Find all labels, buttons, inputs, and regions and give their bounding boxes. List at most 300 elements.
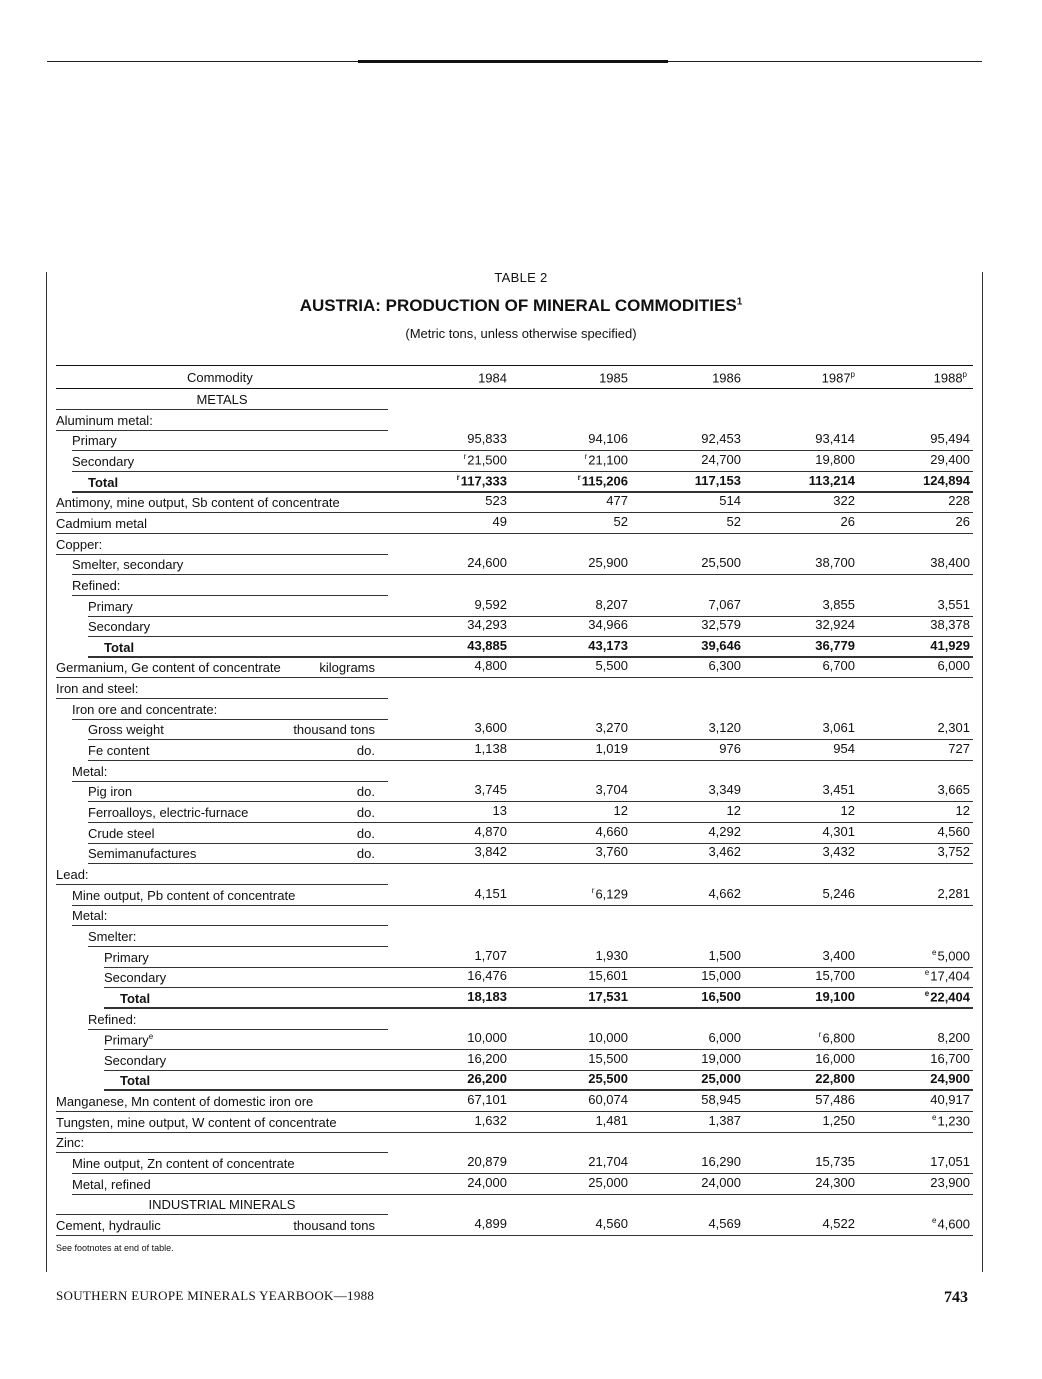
table-row	[0, 596, 1042, 617]
value-text: 25,900	[588, 555, 628, 571]
row-label	[120, 991, 150, 1006]
value-text: 954	[833, 741, 855, 757]
value-footnote-mark: r	[456, 472, 460, 482]
value-text: 4,569	[708, 1216, 741, 1231]
value-text: 3,061	[822, 720, 855, 736]
value-text: 26	[955, 513, 970, 529]
value-text: 38,378	[930, 617, 970, 633]
row-label	[56, 660, 281, 675]
value-cell	[518, 1051, 628, 1066]
value-cell	[745, 452, 855, 467]
row-label	[56, 1135, 84, 1150]
value-cell	[631, 1113, 741, 1128]
value-text: 6,129	[595, 885, 628, 901]
row-label-text: Smelter:	[88, 928, 137, 944]
value-text: 52	[613, 513, 628, 529]
value-cell	[745, 638, 855, 653]
row-unit: do.	[356, 805, 375, 820]
row-label-text: Secondary	[72, 453, 135, 469]
row-label-text: Refined:	[88, 1011, 137, 1027]
value-text: 26	[840, 513, 855, 529]
row-label-text: Cement, hydraulic	[56, 1218, 161, 1233]
value-cell	[631, 452, 741, 467]
value-footnote-mark: r	[463, 451, 467, 461]
row-label	[104, 1053, 166, 1068]
value-cell	[397, 617, 507, 632]
value-cell	[397, 948, 507, 963]
value-cell	[745, 803, 855, 818]
value-cell	[860, 597, 970, 612]
value-cell	[397, 493, 507, 508]
value-cell	[397, 782, 507, 797]
row-label-text: Secondary	[104, 1052, 167, 1068]
value-text: 32,579	[701, 617, 741, 633]
table-row	[0, 802, 1042, 823]
row-label-footnote-mark: e	[148, 1032, 154, 1042]
table-row	[0, 492, 1042, 513]
value-text: 4,870	[474, 823, 507, 839]
value-text: 16,290	[701, 1154, 741, 1170]
value-text: 22,404	[930, 989, 970, 1005]
table-row	[0, 1174, 1042, 1195]
row-label	[88, 826, 154, 841]
value-text: 2,301	[937, 720, 970, 736]
row-label-text: Aluminum metal:	[56, 412, 153, 428]
row-label	[72, 433, 117, 448]
row-label	[72, 578, 120, 593]
value-cell	[631, 514, 741, 529]
row-unit: do.	[356, 743, 375, 759]
row-label-text: Mine output, Zn content of concentrate	[72, 1156, 295, 1172]
header-year-label: 1986	[712, 370, 741, 386]
value-text: 3,745	[474, 782, 507, 798]
value-cell	[397, 638, 507, 653]
value-cell	[397, 1071, 507, 1086]
value-cell	[860, 824, 970, 839]
value-cell	[860, 617, 970, 632]
value-cell	[518, 1092, 628, 1107]
value-cell	[397, 741, 507, 756]
section-heading	[56, 392, 388, 407]
value-text: 4,560	[937, 823, 970, 839]
value-cell	[745, 824, 855, 839]
value-text: 36,779	[815, 637, 855, 653]
row-label-text: Total	[120, 1073, 151, 1089]
table-row	[0, 1009, 1042, 1030]
header-commodity: Commodity	[187, 370, 253, 385]
row-label-text: METALS	[196, 392, 248, 407]
value-cell	[397, 720, 507, 735]
value-text: 2,281	[937, 885, 970, 901]
table-row	[0, 699, 1042, 720]
value-cell	[860, 1175, 970, 1190]
value-cell	[518, 617, 628, 632]
table-row	[0, 761, 1042, 782]
value-text: 43,885	[467, 637, 507, 653]
value-text: 43,173	[588, 637, 628, 653]
row-label	[56, 413, 153, 428]
value-cell	[397, 886, 507, 901]
row-label-text: Crude steel	[88, 825, 155, 841]
value-text: 3,760	[595, 844, 628, 860]
row-label-text: Mine output, Pb content of concentrate	[72, 887, 296, 903]
header-year-label: 1985	[599, 370, 628, 386]
value-text: 6,000	[708, 1030, 741, 1046]
row-label-text: Total	[88, 474, 119, 490]
table-row	[0, 947, 1042, 968]
value-text: 228	[948, 493, 970, 509]
table-subtitle: (Metric tons, unless otherwise specified)	[405, 326, 637, 341]
value-cell	[631, 1154, 741, 1169]
value-text: 41,929	[930, 637, 970, 653]
value-text: 8,200	[937, 1030, 970, 1046]
value-cell	[631, 617, 741, 632]
value-cell	[631, 431, 741, 446]
row-label-text: Metal, refined	[72, 1176, 151, 1192]
value-text: 16,700	[930, 1050, 970, 1066]
value-cell	[518, 1154, 628, 1169]
value-cell	[745, 658, 855, 673]
value-cell	[860, 720, 970, 735]
value-cell	[518, 658, 628, 673]
value-cell	[745, 431, 855, 446]
value-cell	[631, 844, 741, 859]
row-label-text: Smelter, secondary	[72, 557, 184, 573]
value-cell	[397, 452, 507, 467]
value-cell	[860, 452, 970, 467]
header-year-1985	[518, 370, 628, 385]
row-label	[72, 908, 107, 923]
header-top-rule	[56, 365, 973, 366]
value-text: 113,214	[808, 472, 855, 488]
value-cell	[860, 514, 970, 529]
value-text: 20,879	[467, 1154, 507, 1170]
table-title	[0, 296, 1042, 316]
value-text: 24,000	[701, 1174, 741, 1190]
table-row	[0, 554, 1042, 575]
value-text: 3,432	[822, 844, 855, 860]
value-text: 1,500	[708, 947, 741, 963]
value-text: 3,349	[708, 782, 741, 798]
value-cell	[518, 968, 628, 983]
row-label-text: Pig iron	[88, 784, 133, 800]
value-text: 4,600	[937, 1216, 970, 1232]
total-row	[0, 988, 1042, 1009]
value-cell	[631, 638, 741, 653]
value-cell	[631, 741, 741, 756]
value-cell	[631, 948, 741, 963]
value-text: 19,100	[815, 988, 855, 1004]
header-year-1988	[857, 370, 967, 385]
value-text: 57,486	[815, 1092, 855, 1108]
value-cell	[518, 514, 628, 529]
value-text: 3,270	[595, 720, 628, 736]
value-text: 727	[948, 741, 970, 757]
value-cell	[631, 803, 741, 818]
value-text: 3,551	[937, 596, 970, 612]
value-cell	[745, 1092, 855, 1107]
value-text: 523	[485, 493, 507, 509]
value-footnote-mark: e	[932, 1112, 937, 1122]
value-cell	[745, 514, 855, 529]
row-label	[56, 1218, 161, 1233]
value-text: 3,400	[822, 947, 855, 963]
value-cell	[745, 473, 855, 488]
value-text: 1,707	[474, 947, 507, 963]
title-footnote-mark: 1	[736, 296, 743, 308]
value-text: 10,000	[467, 1030, 507, 1046]
table-row	[0, 1112, 1042, 1133]
row-label-text: Germanium, Ge content of concentrate	[56, 660, 281, 676]
header-year-sup: p	[850, 370, 855, 379]
value-text: 3,842	[474, 844, 507, 860]
value-text: 3,752	[937, 844, 970, 860]
header-year-1987	[745, 370, 855, 385]
value-cell	[631, 886, 741, 901]
row-label-text: Primary	[88, 598, 133, 614]
row-label-text: Total	[104, 639, 135, 655]
value-cell	[518, 597, 628, 612]
value-cell	[631, 1216, 741, 1231]
value-cell	[397, 1216, 507, 1231]
value-text: 4,660	[595, 823, 628, 839]
value-cell	[518, 824, 628, 839]
value-text: 60,074	[588, 1092, 628, 1108]
value-text: 52	[726, 513, 741, 529]
value-cell	[860, 493, 970, 508]
table-number: TABLE 2	[494, 270, 548, 285]
value-cell	[631, 1030, 741, 1045]
value-cell	[860, 989, 970, 1004]
header-year-label: 1988	[933, 370, 963, 386]
row-label	[56, 495, 340, 510]
value-text: 4,151	[474, 885, 507, 901]
value-text: 5,000	[937, 947, 970, 963]
value-text: 32,924	[815, 617, 855, 633]
value-cell	[631, 720, 741, 735]
value-text: 95,833	[467, 431, 507, 447]
table-row	[0, 1132, 1042, 1153]
value-text: 5,246	[822, 885, 855, 901]
value-text: 1,387	[708, 1112, 741, 1128]
row-label	[104, 1032, 153, 1047]
value-text: 10,000	[588, 1030, 628, 1046]
value-text: 21,100	[588, 452, 628, 468]
value-text: 17,404	[930, 968, 970, 984]
value-cell	[518, 803, 628, 818]
value-text: 21,500	[467, 452, 507, 468]
value-text: 3,600	[474, 720, 507, 736]
value-cell	[397, 989, 507, 1004]
row-label-text: Semimanufactures	[88, 846, 197, 862]
table-row	[0, 534, 1042, 555]
table-row	[0, 905, 1042, 926]
value-cell	[397, 1175, 507, 1190]
value-text: 21,704	[588, 1154, 628, 1170]
total-row	[0, 1070, 1042, 1091]
value-cell	[518, 989, 628, 1004]
value-text: 13	[492, 803, 507, 818]
value-cell	[860, 803, 970, 818]
value-text: 1,930	[595, 947, 628, 963]
value-text: 49	[492, 513, 507, 529]
value-text: 39,646	[701, 637, 741, 653]
value-cell	[397, 555, 507, 570]
value-footnote-mark: e	[924, 988, 930, 998]
value-cell	[860, 1154, 970, 1169]
value-cell	[745, 555, 855, 570]
value-cell	[631, 1092, 741, 1107]
value-text: 95,494	[930, 431, 970, 447]
value-cell	[518, 493, 628, 508]
row-label	[56, 1094, 313, 1109]
value-text: 322	[833, 493, 855, 509]
row-label	[72, 764, 107, 779]
value-cell	[745, 989, 855, 1004]
value-cell	[631, 824, 741, 839]
value-footnote-mark: r	[818, 1030, 822, 1040]
row-label	[88, 722, 164, 737]
page-number: 743	[944, 1289, 968, 1306]
row-label-text: INDUSTRIAL MINERALS	[148, 1197, 296, 1213]
value-text: 115,206	[581, 472, 628, 488]
value-footnote-mark: e	[932, 1216, 937, 1225]
value-text: 16,500	[701, 988, 741, 1004]
value-footnote-mark: e	[924, 968, 930, 978]
row-label	[88, 619, 150, 634]
row-label-text: Primary	[72, 433, 117, 449]
value-cell	[860, 638, 970, 653]
section-heading-row	[0, 389, 1042, 410]
row-label-text: Zinc:	[56, 1135, 85, 1151]
value-text: 3,665	[937, 782, 970, 798]
value-text: 3,451	[822, 782, 855, 798]
header-year-label: 1987	[821, 370, 851, 386]
value-cell	[631, 782, 741, 797]
row-label	[104, 970, 166, 985]
value-text: 9,592	[474, 596, 507, 612]
row-label-text: Iron ore and concentrate:	[72, 701, 218, 717]
value-text: 1,250	[822, 1112, 855, 1128]
table-row	[0, 823, 1042, 844]
row-unit: thousand tons	[293, 1218, 375, 1233]
header-year-label: 1984	[478, 370, 507, 386]
value-cell	[518, 555, 628, 570]
value-cell	[745, 597, 855, 612]
value-text: 24,000	[467, 1174, 507, 1190]
value-cell	[631, 473, 741, 488]
row-label-rule	[56, 1235, 388, 1236]
value-cell	[397, 473, 507, 488]
row-data-rule	[388, 1235, 973, 1236]
value-text: 25,000	[701, 1071, 741, 1087]
value-cell	[860, 658, 970, 673]
value-text: 16,000	[815, 1050, 855, 1066]
value-cell	[397, 658, 507, 673]
value-text: 58,945	[701, 1092, 741, 1108]
row-label	[56, 1115, 337, 1130]
value-cell	[518, 741, 628, 756]
value-cell	[745, 1175, 855, 1190]
table-row	[0, 1153, 1042, 1174]
row-unit: thousand tons	[293, 722, 375, 738]
value-text: 3,855	[822, 596, 855, 612]
value-cell	[860, 948, 970, 963]
value-text: 25,500	[588, 1071, 628, 1087]
row-label	[72, 454, 134, 469]
value-cell	[518, 886, 628, 901]
table-row	[0, 740, 1042, 761]
table-row	[0, 864, 1042, 885]
row-label	[88, 1012, 136, 1027]
value-cell	[745, 1154, 855, 1169]
value-text: 1,481	[595, 1112, 628, 1128]
value-cell	[860, 555, 970, 570]
value-cell	[860, 1092, 970, 1107]
value-text: 514	[719, 493, 741, 509]
total-row	[0, 637, 1042, 658]
row-label	[104, 640, 134, 655]
value-text: 38,700	[815, 555, 855, 571]
table-row	[0, 1050, 1042, 1071]
row-label-text: Refined:	[72, 577, 121, 593]
value-text: 92,453	[701, 431, 741, 447]
value-cell	[860, 886, 970, 901]
value-cell	[631, 1071, 741, 1086]
page-top-rule-accent	[358, 60, 668, 63]
row-label-text: Metal:	[72, 908, 108, 924]
table-row	[0, 885, 1042, 906]
value-cell	[397, 1030, 507, 1045]
value-text: 124,894	[923, 472, 970, 488]
value-text: 15,500	[588, 1050, 628, 1066]
value-text: 25,500	[701, 555, 741, 571]
value-text: 3,120	[708, 720, 741, 736]
value-text: 4,301	[822, 823, 855, 839]
table-row	[0, 575, 1042, 596]
value-cell	[860, 1071, 970, 1086]
value-cell	[860, 473, 970, 488]
value-cell	[518, 431, 628, 446]
table-row	[0, 616, 1042, 637]
value-text: 24,300	[815, 1174, 855, 1190]
value-text: 22,800	[815, 1071, 855, 1087]
total-row	[0, 472, 1042, 493]
value-footnote-mark: e	[932, 947, 937, 957]
row-unit: do.	[356, 825, 375, 841]
value-cell	[518, 1216, 628, 1231]
value-cell	[631, 1051, 741, 1066]
value-cell	[745, 948, 855, 963]
row-label	[88, 805, 248, 820]
row-label-text: Primary	[104, 1032, 149, 1048]
value-footnote-mark: r	[584, 451, 588, 461]
value-text: 6,300	[708, 658, 741, 674]
row-label-text: Secondary	[88, 619, 151, 635]
value-text: 8,207	[595, 596, 628, 612]
table-row	[0, 430, 1042, 451]
row-unit: do.	[356, 846, 375, 862]
value-cell	[518, 1030, 628, 1045]
row-label-text: Secondary	[104, 970, 167, 986]
table-row	[0, 678, 1042, 699]
value-cell	[518, 948, 628, 963]
header-year-sup: p	[962, 370, 967, 379]
table-row	[0, 451, 1042, 472]
value-text: 4,800	[474, 658, 507, 674]
value-cell	[518, 452, 628, 467]
table-row	[0, 1029, 1042, 1050]
